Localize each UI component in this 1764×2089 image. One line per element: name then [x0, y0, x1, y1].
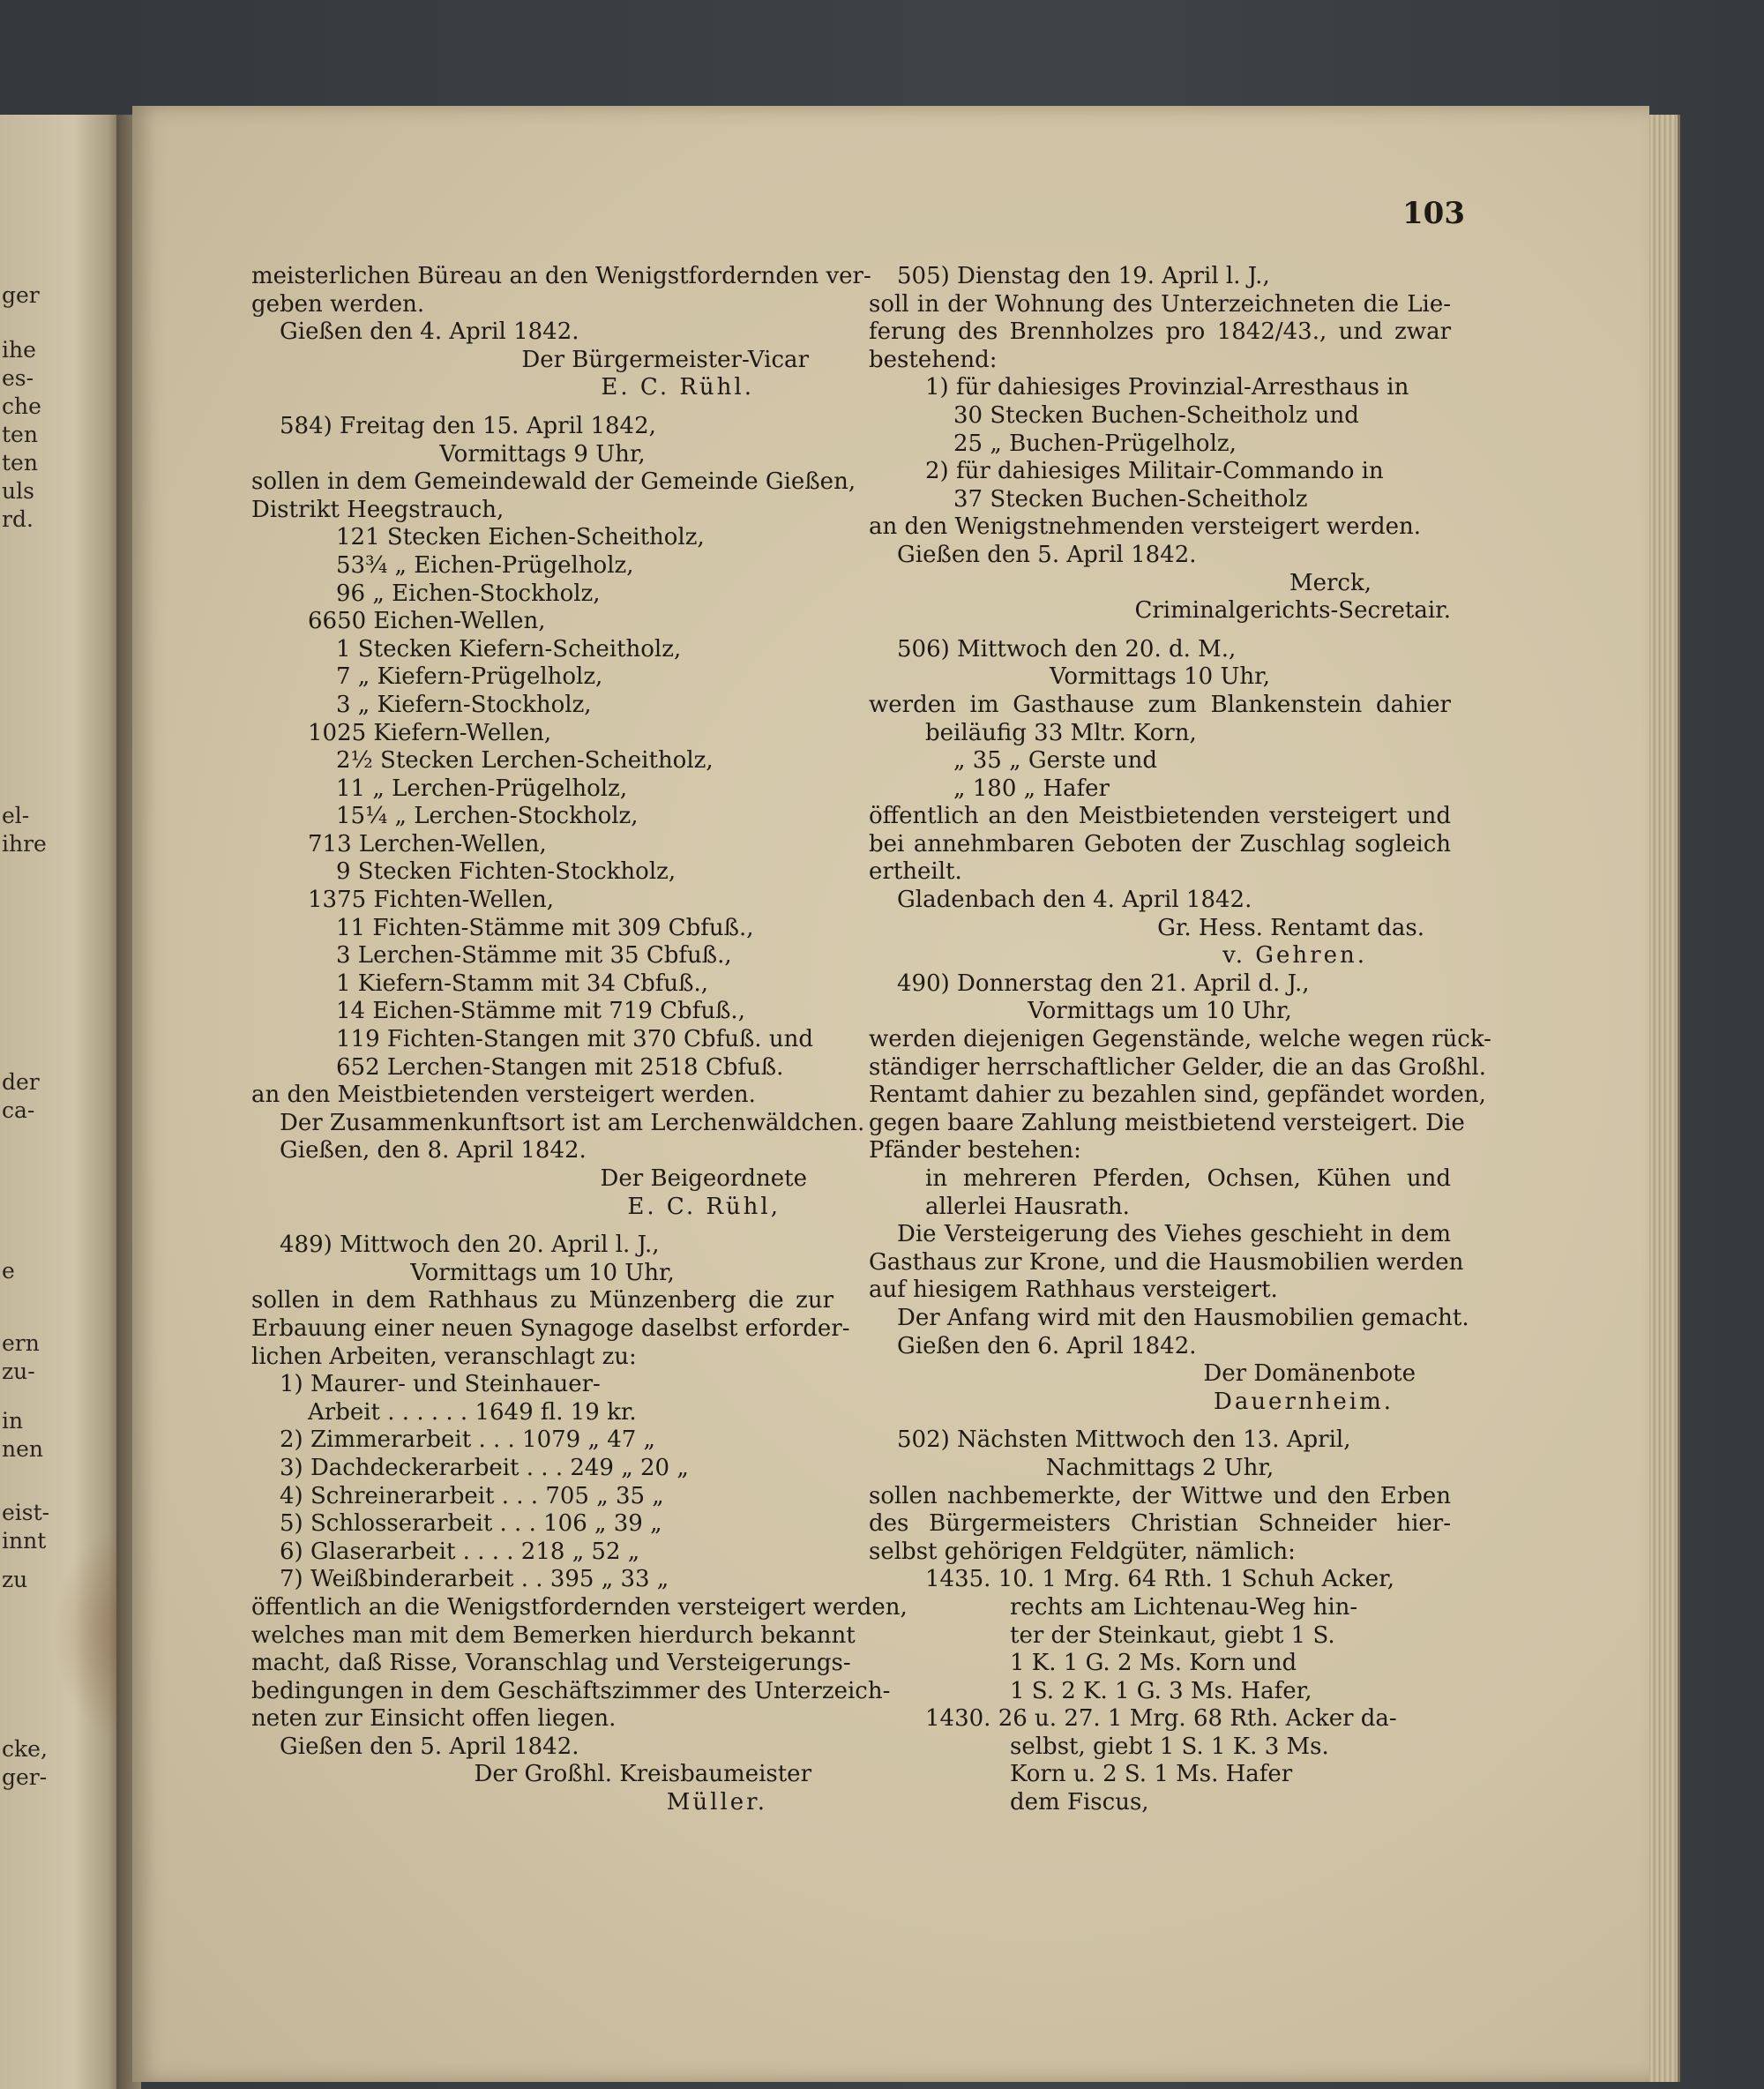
list-item: 1430. 26 u. 27. 1 Mrg. 68 Rth. Acker da- — [925, 1705, 1397, 1733]
left-page-fragment: ihe — [2, 337, 36, 363]
text-line: Die Versteigerung des Viehes geschieht in dem — [897, 1221, 1451, 1248]
text-line: Vormittags um 10 Uhr, — [410, 1259, 675, 1286]
text-line: Erbauung einer neuen Synagoge daselbst erforder- — [251, 1314, 850, 1342]
text-line: Der Anfang wird mit den Hausmobilien gemacht. — [897, 1304, 1469, 1331]
list-item: 7) Weißbinderarbeit . . 395 „ 33 „ — [280, 1566, 669, 1593]
list-item: 1025 Kiefern-Wellen, — [308, 719, 552, 746]
text-line: Gießen den 5. April 1842. — [897, 541, 1197, 568]
text-line: selbst gehörigen Feldgüter, nämlich: — [869, 1538, 1296, 1565]
text-line: Gießen den 5. April 1842. — [280, 1733, 579, 1760]
left-page-fragment: ten — [2, 422, 38, 447]
left-page-fragment: cke, — [2, 1736, 48, 1762]
left-page-fragment: es- — [2, 365, 34, 391]
list-item: 30 Stecken Buchen-Scheitholz und — [953, 401, 1359, 429]
list-item: 119 Fichten-Stangen mit 370 Cbfuß. und — [336, 1026, 813, 1053]
text-line: werden diejenigen Gegenstände, welche wegen rück- — [869, 1026, 1491, 1053]
text-line: öffentlich an den Meistbietenden versteigert und — [869, 803, 1451, 830]
list-item: Arbeit . . . . . . 1649 fl. 19 kr. — [308, 1398, 637, 1426]
list-item: 53¾ „ Eichen-Prügelholz, — [336, 551, 634, 579]
left-page-fragment: ca- — [2, 1097, 35, 1123]
notice-heading: 490) Donnerstag den 21. April d. J., — [897, 970, 1310, 997]
list-item: 652 Lerchen-Stangen mit 2518 Cbfuß. — [336, 1053, 784, 1081]
list-item: 96 „ Eichen-Stockholz, — [336, 580, 601, 607]
text-line: ferung des Brennholzes pro 1842/43., und zwar — [869, 318, 1451, 346]
left-page-fragment: e — [2, 1258, 15, 1284]
left-page-fragment: ger- — [2, 1764, 48, 1790]
signature-name: Dauernheim. — [1213, 1388, 1394, 1415]
text-line: soll in der Wohnung des Unterzeichneten die Lie- — [869, 290, 1451, 318]
list-item: 1 S. 2 K. 1 G. 3 Ms. Hafer, — [1010, 1677, 1312, 1704]
left-page-fragment: ern — [2, 1330, 40, 1356]
list-item: 5) Schlosserarbeit . . . 106 „ 39 „ — [280, 1510, 662, 1538]
text-line: sollen in dem Rathhaus zu Münzenberg die zur — [251, 1287, 833, 1314]
left-page-fragment: eist- — [2, 1500, 50, 1525]
list-item: 2) Zimmerarbeit . . . 1079 „ 47 „ — [280, 1426, 656, 1454]
text-line: Der Zusammenkunftsort ist am Lerchenwäldchen. — [280, 1109, 865, 1136]
list-item: 14 Eichen-Stämme mit 719 Cbfuß., — [336, 998, 745, 1025]
left-page-fragment: zu- — [2, 1359, 35, 1384]
list-item: rechts am Lichtenau-Weg hin- — [1010, 1593, 1358, 1621]
list-item: 1 Kiefern-Stamm mit 34 Cbfuß., — [336, 970, 709, 997]
list-item: 6) Glaserarbeit . . . . 218 „ 52 „ — [280, 1538, 640, 1565]
left-page-fragment: nen — [2, 1436, 43, 1462]
text-line: Nachmittags 2 Uhr, — [1045, 1454, 1274, 1481]
left-page-fragment: uls — [2, 478, 34, 504]
left-page-fragment: der — [2, 1069, 40, 1095]
list-item: 713 Lerchen-Wellen, — [308, 830, 547, 857]
text-line: auf hiesigem Rathhaus versteigert. — [869, 1277, 1278, 1304]
text-line: an den Meistbietenden versteigert werden. — [251, 1082, 756, 1109]
notice-heading: 506) Mittwoch den 20. d. M., — [897, 635, 1237, 663]
list-item: „ 180 „ Hafer — [953, 775, 1110, 802]
text-line: Vormittags 10 Uhr, — [1050, 663, 1270, 691]
text-line: Rentamt dahier zu bezahlen sind, gepfändet worden, — [869, 1082, 1486, 1109]
notice-heading: 584) Freitag den 15. April 1842, — [280, 412, 656, 439]
text-line: Gasthaus zur Krone, und die Hausmobilien werden — [869, 1248, 1464, 1276]
list-item: 121 Stecken Eichen-Scheitholz, — [336, 524, 705, 551]
signature-title: Der Domänenbote — [1203, 1360, 1416, 1388]
text-line: bei annehmbaren Geboten der Zuschlag sogleich — [869, 830, 1451, 857]
signature-title: Criminalgerichts-Secretair. — [1134, 597, 1451, 625]
list-item: beiläufig 33 Mltr. Korn, — [925, 719, 1197, 746]
text-line: Pfänder bestehen: — [869, 1137, 1081, 1164]
left-page-fragment: ger — [2, 282, 40, 308]
text-line: neten zur Einsicht offen liegen. — [251, 1705, 617, 1733]
list-item: 1) für dahiesiges Provinzial-Arresthaus in — [925, 374, 1409, 401]
text-line: werden im Gasthause zum Blankenstein dahier — [869, 691, 1451, 718]
text-line: Distrikt Heegstrauch, — [251, 496, 505, 523]
signature-title: Der Großhl. Kreisbaumeister — [474, 1761, 811, 1788]
signature-title: Der Beigeordnete — [600, 1165, 807, 1192]
list-item: 15¼ „ Lerchen-Stockholz, — [336, 803, 639, 830]
signature-name: Müller. — [666, 1789, 767, 1816]
text-line: an den Wenigstnehmenden versteigert werden. — [869, 513, 1422, 541]
left-column — [251, 263, 908, 1817]
left-page-fragment: in — [2, 1408, 24, 1434]
list-item: 3 Lerchen-Stämme mit 35 Cbfuß., — [336, 942, 732, 970]
left-page-fragment: ten — [2, 450, 38, 475]
list-item: 1) Maurer- und Steinhauer- — [280, 1371, 601, 1398]
signature-title: Der Bürgermeister-Vicar — [521, 346, 809, 373]
list-item: Korn u. 2 S. 1 Ms. Hafer — [1010, 1761, 1293, 1788]
text-line: ertheilt. — [869, 858, 962, 886]
signature-title: Gr. Hess. Rentamt das. — [1157, 914, 1424, 941]
list-item: 2) für dahiesiges Militair-Commando in — [925, 458, 1384, 485]
text-line: sollen nachbemerkte, der Wittwe und den Erben — [869, 1482, 1451, 1509]
text-line: Gießen den 4. April 1842. — [280, 318, 579, 346]
signature-name: E. C. Rühl, — [627, 1193, 781, 1220]
list-item: 25 „ Buchen-Prügelholz, — [953, 430, 1237, 457]
list-item: 2½ Stecken Lerchen-Scheitholz, — [336, 747, 714, 775]
signature-name: E. C. Rühl. — [601, 374, 754, 401]
text-line: meisterlichen Büreau an den Wenigstfordernden ver- — [251, 263, 871, 289]
list-item: 4) Schreinerarbeit . . . 705 „ 35 „ — [280, 1482, 664, 1509]
text-line: geben werden. — [251, 290, 425, 318]
left-page-fragment: zu — [2, 1567, 28, 1592]
list-item: „ 35 „ Gerste und — [953, 747, 1157, 775]
text-line: Gladenbach den 4. April 1842. — [897, 887, 1252, 914]
text-line: Gießen, den 8. April 1842. — [280, 1137, 587, 1164]
list-item: 7 „ Kiefern-Prügelholz, — [336, 663, 603, 691]
notice-heading: 502) Nächsten Mittwoch den 13. April, — [897, 1426, 1351, 1454]
left-page-fragment: ihre — [2, 831, 47, 857]
left-page-edge — [0, 115, 123, 2089]
left-page-fragment: innt — [2, 1528, 47, 1554]
left-page-fragment: che — [2, 393, 41, 419]
list-item: allerlei Hausrath. — [925, 1193, 1130, 1220]
left-page-fragment: el- — [2, 803, 30, 828]
list-item: 3) Dachdeckerarbeit . . . 249 „ 20 „ — [280, 1454, 689, 1481]
text-line: ständiger herrschaftlicher Gelder, die an das Großhl. — [869, 1053, 1486, 1081]
text-line: Vormittags um 10 Uhr, — [1028, 998, 1292, 1025]
text-line: macht, daß Risse, Voranschlag und Versteigerungs- — [251, 1650, 851, 1677]
page-edges — [1649, 115, 1680, 2082]
text-line: lichen Arbeiten, veranschlagt zu: — [251, 1343, 637, 1370]
list-item: 11 „ Lerchen-Prügelholz, — [336, 775, 628, 802]
signature-name: v. Gehren. — [1222, 942, 1367, 970]
page-number: 103 — [1402, 196, 1465, 231]
list-item: ter der Steinkaut, giebt 1 S. — [1010, 1621, 1335, 1649]
signature-name: Merck, — [1289, 569, 1372, 596]
text-line: bestehend: — [869, 346, 998, 373]
notice-heading: 489) Mittwoch den 20. April l. J., — [280, 1232, 660, 1259]
list-item: 6650 Eichen-Wellen, — [308, 608, 546, 635]
list-item: 37 Stecken Buchen-Scheitholz — [953, 485, 1308, 513]
text-line: gegen baare Zahlung meistbietend versteigert. Die — [869, 1109, 1465, 1136]
text-line: sollen in dem Gemeindewald der Gemeinde Gießen, — [251, 468, 856, 496]
list-item: dem Fiscus, — [1010, 1789, 1149, 1816]
text-line: des Bürgermeisters Christian Schneider hier- — [869, 1510, 1451, 1538]
text-line: Gießen den 6. April 1842. — [897, 1332, 1197, 1359]
list-item: selbst, giebt 1 S. 1 K. 3 Ms. — [1010, 1733, 1329, 1760]
list-item: 9 Stecken Fichten-Stockholz, — [336, 858, 676, 886]
list-item: 11 Fichten-Stämme mit 309 Cbfuß., — [336, 914, 754, 941]
text-line: welches man mit dem Bemerken hierdurch bekannt — [251, 1621, 856, 1649]
notice-heading: 505) Dienstag den 19. April l. J., — [897, 263, 1270, 289]
text-line: Vormittags 9 Uhr, — [439, 440, 646, 468]
text-line: öffentlich an die Wenigstfordernden versteigert werden, — [251, 1593, 908, 1621]
list-item: 1 Stecken Kiefern-Scheitholz, — [336, 635, 682, 663]
list-item: 1435. 10. 1 Mrg. 64 Rth. 1 Schuh Acker, — [925, 1566, 1394, 1593]
left-page-fragment: rd. — [2, 506, 34, 532]
text-line: bedingungen in dem Geschäftszimmer des Unterzeich- — [251, 1677, 891, 1704]
right-column — [869, 263, 1491, 1817]
list-item: in mehreren Pferden, Ochsen, Kühen und — [925, 1165, 1451, 1192]
list-item: 3 „ Kiefern-Stockholz, — [336, 691, 592, 718]
list-item: 1375 Fichten-Wellen, — [308, 887, 555, 914]
list-item: 1 K. 1 G. 2 Ms. Korn und — [1010, 1650, 1297, 1677]
